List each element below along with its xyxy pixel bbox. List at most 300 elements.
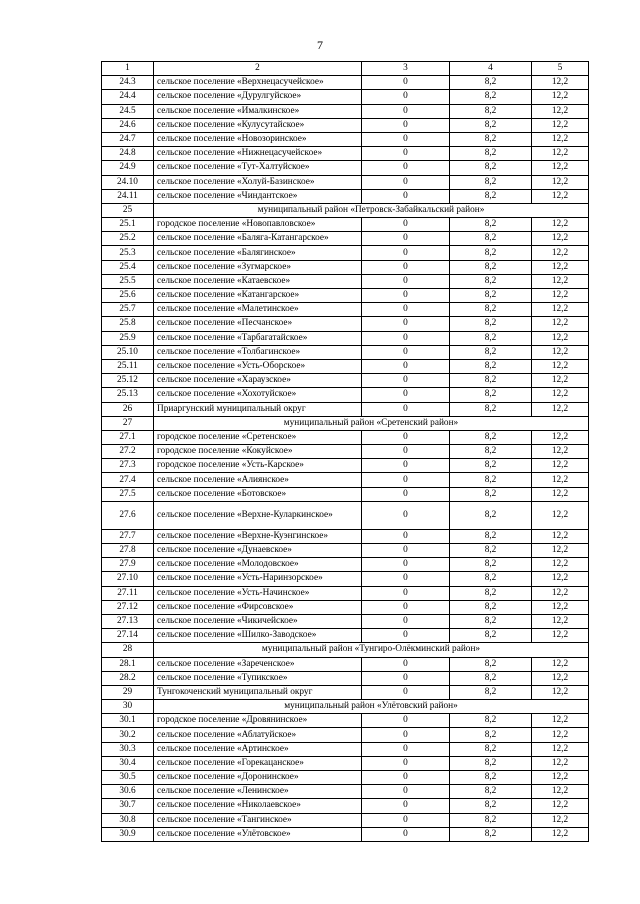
value-col3: 0 bbox=[362, 586, 450, 600]
table-row bbox=[102, 657, 589, 671]
value-col4: 8,2 bbox=[450, 374, 532, 388]
table-row bbox=[102, 714, 589, 728]
row-number: 24.9 bbox=[102, 161, 154, 175]
row-number: 25.10 bbox=[102, 345, 154, 359]
table-row bbox=[102, 771, 589, 785]
header-row bbox=[102, 62, 589, 76]
section-title: муниципальный район «Сретенский район» bbox=[154, 416, 589, 430]
value-col5: 12,2 bbox=[532, 331, 589, 345]
row-number: 30.8 bbox=[102, 813, 154, 827]
value-col5: 12,2 bbox=[532, 303, 589, 317]
value-col3: 0 bbox=[362, 388, 450, 402]
value-col5: 12,2 bbox=[532, 714, 589, 728]
value-col4: 8,2 bbox=[450, 175, 532, 189]
table-row bbox=[102, 827, 589, 841]
settlement-name: сельское поселение «Николаевское» bbox=[154, 799, 362, 813]
value-col3: 0 bbox=[362, 459, 450, 473]
row-number: 30.1 bbox=[102, 714, 154, 728]
settlement-name: сельское поселение «Молодовское» bbox=[154, 558, 362, 572]
settlement-name: сельское поселение «Новозоринское» bbox=[154, 132, 362, 146]
value-col4: 8,2 bbox=[450, 430, 532, 444]
header-cell-2: 2 bbox=[154, 62, 362, 76]
value-col4: 8,2 bbox=[450, 189, 532, 203]
value-col5: 12,2 bbox=[532, 572, 589, 586]
value-col3: 0 bbox=[362, 118, 450, 132]
row-number: 25.12 bbox=[102, 374, 154, 388]
table-row bbox=[102, 614, 589, 628]
row-number: 30.9 bbox=[102, 827, 154, 841]
value-col5: 12,2 bbox=[532, 132, 589, 146]
settlement-name: сельское поселение «Песчанское» bbox=[154, 317, 362, 331]
settlement-name: сельское поселение «Верхне-Куэнгинское» bbox=[154, 529, 362, 543]
value-col5: 12,2 bbox=[532, 629, 589, 643]
value-col5: 12,2 bbox=[532, 785, 589, 799]
value-col4: 8,2 bbox=[450, 274, 532, 288]
table-row bbox=[102, 246, 589, 260]
table-row bbox=[102, 118, 589, 132]
header-cell-1: 1 bbox=[102, 62, 154, 76]
value-col4: 8,2 bbox=[450, 218, 532, 232]
settlement-name: сельское поселение «Катаевское» bbox=[154, 274, 362, 288]
row-number: 27.12 bbox=[102, 600, 154, 614]
row-number: 30.6 bbox=[102, 785, 154, 799]
value-col3: 0 bbox=[362, 756, 450, 770]
table-row bbox=[102, 756, 589, 770]
value-col5: 12,2 bbox=[532, 487, 589, 501]
value-col5: 12,2 bbox=[532, 445, 589, 459]
settlement-name: сельское поселение «Верхне-Куларкинское» bbox=[154, 501, 362, 529]
value-col5: 12,2 bbox=[532, 771, 589, 785]
value-col4: 8,2 bbox=[450, 317, 532, 331]
row-number: 30.2 bbox=[102, 728, 154, 742]
value-col3: 0 bbox=[362, 147, 450, 161]
value-col3: 0 bbox=[362, 487, 450, 501]
row-number: 27 bbox=[102, 416, 154, 430]
row-number: 28 bbox=[102, 643, 154, 657]
value-col5: 12,2 bbox=[532, 289, 589, 303]
settlement-name: сельское поселение «Хараузское» bbox=[154, 374, 362, 388]
section-row bbox=[102, 203, 589, 217]
value-col4: 8,2 bbox=[450, 614, 532, 628]
value-col5: 12,2 bbox=[532, 345, 589, 359]
settlement-name: Приаргунский муниципальный округ bbox=[154, 402, 362, 416]
row-number: 25.7 bbox=[102, 303, 154, 317]
row-number: 27.8 bbox=[102, 544, 154, 558]
value-col5: 12,2 bbox=[532, 388, 589, 402]
value-col3: 0 bbox=[362, 218, 450, 232]
settlement-name: городское поселение «Кокуйское» bbox=[154, 445, 362, 459]
settlement-name: сельское поселение «Кулусутайское» bbox=[154, 118, 362, 132]
row-number: 25 bbox=[102, 203, 154, 217]
table-row bbox=[102, 473, 589, 487]
row-number: 27.6 bbox=[102, 501, 154, 529]
value-col4: 8,2 bbox=[450, 600, 532, 614]
value-col3: 0 bbox=[362, 728, 450, 742]
value-col4: 8,2 bbox=[450, 728, 532, 742]
table-row bbox=[102, 558, 589, 572]
settlement-name: сельское поселение «Усть-Оборское» bbox=[154, 359, 362, 373]
value-col3: 0 bbox=[362, 827, 450, 841]
value-col3: 0 bbox=[362, 799, 450, 813]
value-col3: 0 bbox=[362, 785, 450, 799]
value-col4: 8,2 bbox=[450, 827, 532, 841]
row-number: 25.13 bbox=[102, 388, 154, 402]
value-col5: 12,2 bbox=[532, 430, 589, 444]
value-col3: 0 bbox=[362, 629, 450, 643]
value-col4: 8,2 bbox=[450, 629, 532, 643]
value-col4: 8,2 bbox=[450, 90, 532, 104]
value-col5: 12,2 bbox=[532, 232, 589, 246]
value-col4: 8,2 bbox=[450, 671, 532, 685]
table-row bbox=[102, 76, 589, 90]
row-number: 27.4 bbox=[102, 473, 154, 487]
value-col4: 8,2 bbox=[450, 558, 532, 572]
table-row bbox=[102, 445, 589, 459]
value-col3: 0 bbox=[362, 104, 450, 118]
section-row bbox=[102, 416, 589, 430]
settlement-name: сельское поселение «Хохотуйское» bbox=[154, 388, 362, 402]
value-col5: 12,2 bbox=[532, 459, 589, 473]
value-col5: 12,2 bbox=[532, 799, 589, 813]
settlement-name: сельское поселение «Ботовское» bbox=[154, 487, 362, 501]
table-row bbox=[102, 175, 589, 189]
value-col5: 12,2 bbox=[532, 756, 589, 770]
settlement-name: сельское поселение «Ленинское» bbox=[154, 785, 362, 799]
table-row bbox=[102, 317, 589, 331]
value-col3: 0 bbox=[362, 714, 450, 728]
row-number: 24.4 bbox=[102, 90, 154, 104]
row-number: 27.9 bbox=[102, 558, 154, 572]
value-col3: 0 bbox=[362, 90, 450, 104]
value-col3: 0 bbox=[362, 473, 450, 487]
row-number: 27.7 bbox=[102, 529, 154, 543]
settlement-name: сельское поселение «Доронинское» bbox=[154, 771, 362, 785]
value-col4: 8,2 bbox=[450, 359, 532, 373]
value-col3: 0 bbox=[362, 614, 450, 628]
value-col5: 12,2 bbox=[532, 104, 589, 118]
table-row bbox=[102, 374, 589, 388]
table-row bbox=[102, 685, 589, 699]
value-col5: 12,2 bbox=[532, 260, 589, 274]
value-col4: 8,2 bbox=[450, 246, 532, 260]
value-col5: 12,2 bbox=[532, 813, 589, 827]
value-col5: 12,2 bbox=[532, 614, 589, 628]
value-col5: 12,2 bbox=[532, 657, 589, 671]
value-col4: 8,2 bbox=[450, 331, 532, 345]
value-col5: 12,2 bbox=[532, 374, 589, 388]
table-row bbox=[102, 289, 589, 303]
settlement-name: сельское поселение «Баляга-Катангарское» bbox=[154, 232, 362, 246]
settlement-name: городское поселение «Дровянинское» bbox=[154, 714, 362, 728]
value-col5: 12,2 bbox=[532, 728, 589, 742]
value-col4: 8,2 bbox=[450, 473, 532, 487]
value-col3: 0 bbox=[362, 544, 450, 558]
value-col3: 0 bbox=[362, 359, 450, 373]
value-col4: 8,2 bbox=[450, 147, 532, 161]
settlement-name: сельское поселение «Алиянское» bbox=[154, 473, 362, 487]
value-col3: 0 bbox=[362, 657, 450, 671]
table-row bbox=[102, 331, 589, 345]
value-col5: 12,2 bbox=[532, 544, 589, 558]
value-col3: 0 bbox=[362, 260, 450, 274]
row-number: 29 bbox=[102, 685, 154, 699]
row-number: 24.10 bbox=[102, 175, 154, 189]
value-col3: 0 bbox=[362, 402, 450, 416]
value-col3: 0 bbox=[362, 76, 450, 90]
row-number: 25.4 bbox=[102, 260, 154, 274]
settlement-name: городское поселение «Новопавловское» bbox=[154, 218, 362, 232]
value-col4: 8,2 bbox=[450, 501, 532, 529]
section-row bbox=[102, 700, 589, 714]
table-row bbox=[102, 359, 589, 373]
table-row bbox=[102, 260, 589, 274]
table-row bbox=[102, 90, 589, 104]
table-row bbox=[102, 161, 589, 175]
section-title: муниципальный район «Петровск-Забайкальский район» bbox=[154, 203, 589, 217]
row-number: 30 bbox=[102, 700, 154, 714]
value-col5: 12,2 bbox=[532, 685, 589, 699]
settlement-name: сельское поселение «Ималкинское» bbox=[154, 104, 362, 118]
value-col3: 0 bbox=[362, 374, 450, 388]
value-col3: 0 bbox=[362, 813, 450, 827]
value-col4: 8,2 bbox=[450, 544, 532, 558]
value-col4: 8,2 bbox=[450, 345, 532, 359]
settlement-name: сельское поселение «Артинское» bbox=[154, 742, 362, 756]
value-col3: 0 bbox=[362, 685, 450, 699]
value-col3: 0 bbox=[362, 671, 450, 685]
row-number: 25.5 bbox=[102, 274, 154, 288]
row-number: 30.4 bbox=[102, 756, 154, 770]
value-col4: 8,2 bbox=[450, 303, 532, 317]
value-col5: 12,2 bbox=[532, 161, 589, 175]
table-row bbox=[102, 785, 589, 799]
row-number: 24.3 bbox=[102, 76, 154, 90]
value-col5: 12,2 bbox=[532, 671, 589, 685]
settlement-name: сельское поселение «Тут-Халтуйское» bbox=[154, 161, 362, 175]
value-col4: 8,2 bbox=[450, 657, 532, 671]
value-col5: 12,2 bbox=[532, 76, 589, 90]
table-row bbox=[102, 430, 589, 444]
settlement-name: сельское поселение «Зареченское» bbox=[154, 657, 362, 671]
value-col3: 0 bbox=[362, 445, 450, 459]
section-title: муниципальный район «Улётовский район» bbox=[154, 700, 589, 714]
value-col5: 12,2 bbox=[532, 90, 589, 104]
value-col5: 12,2 bbox=[532, 586, 589, 600]
value-col4: 8,2 bbox=[450, 529, 532, 543]
row-number: 27.11 bbox=[102, 586, 154, 600]
value-col5: 12,2 bbox=[532, 359, 589, 373]
value-col5: 12,2 bbox=[532, 473, 589, 487]
data-table bbox=[101, 61, 589, 842]
row-number: 27.13 bbox=[102, 614, 154, 628]
value-col4: 8,2 bbox=[450, 685, 532, 699]
row-number: 27.1 bbox=[102, 430, 154, 444]
table-row bbox=[102, 799, 589, 813]
settlement-name: сельское поселение «Тангинское» bbox=[154, 813, 362, 827]
settlement-name: сельское поселение «Чиндантское» bbox=[154, 189, 362, 203]
table-row bbox=[102, 189, 589, 203]
row-number: 28.2 bbox=[102, 671, 154, 685]
table-row bbox=[102, 572, 589, 586]
value-col4: 8,2 bbox=[450, 402, 532, 416]
table-row bbox=[102, 742, 589, 756]
value-col3: 0 bbox=[362, 175, 450, 189]
value-col4: 8,2 bbox=[450, 756, 532, 770]
value-col5: 12,2 bbox=[532, 501, 589, 529]
settlement-name: сельское поселение «Улётовское» bbox=[154, 827, 362, 841]
value-col3: 0 bbox=[362, 246, 450, 260]
value-col5: 12,2 bbox=[532, 317, 589, 331]
value-col4: 8,2 bbox=[450, 76, 532, 90]
value-col4: 8,2 bbox=[450, 785, 532, 799]
value-col5: 12,2 bbox=[532, 175, 589, 189]
value-col4: 8,2 bbox=[450, 232, 532, 246]
table-row bbox=[102, 813, 589, 827]
settlement-name: сельское поселение «Дунаевское» bbox=[154, 544, 362, 558]
row-number: 27.14 bbox=[102, 629, 154, 643]
table-row bbox=[102, 728, 589, 742]
value-col3: 0 bbox=[362, 558, 450, 572]
settlement-name: сельское поселение «Нижнецасучейское» bbox=[154, 147, 362, 161]
settlement-name: сельское поселение «Усть-Начинское» bbox=[154, 586, 362, 600]
settlement-name: Тунгокоченский муниципальный округ bbox=[154, 685, 362, 699]
value-col5: 12,2 bbox=[532, 742, 589, 756]
settlement-name: сельское поселение «Шилко-Заводское» bbox=[154, 629, 362, 643]
row-number: 27.5 bbox=[102, 487, 154, 501]
value-col4: 8,2 bbox=[450, 771, 532, 785]
row-number: 27.3 bbox=[102, 459, 154, 473]
value-col3: 0 bbox=[362, 600, 450, 614]
value-col3: 0 bbox=[362, 289, 450, 303]
table-row bbox=[102, 218, 589, 232]
value-col5: 12,2 bbox=[532, 827, 589, 841]
value-col3: 0 bbox=[362, 501, 450, 529]
settlement-name: сельское поселение «Аблатуйское» bbox=[154, 728, 362, 742]
value-col4: 8,2 bbox=[450, 260, 532, 274]
row-number: 27.10 bbox=[102, 572, 154, 586]
value-col4: 8,2 bbox=[450, 813, 532, 827]
settlement-name: сельское поселение «Дурулгуйское» bbox=[154, 90, 362, 104]
row-number: 24.6 bbox=[102, 118, 154, 132]
settlement-name: сельское поселение «Толбагинское» bbox=[154, 345, 362, 359]
value-col3: 0 bbox=[362, 161, 450, 175]
settlement-name: сельское поселение «Усть-Наринзорское» bbox=[154, 572, 362, 586]
value-col4: 8,2 bbox=[450, 388, 532, 402]
value-col5: 12,2 bbox=[532, 558, 589, 572]
value-col5: 12,2 bbox=[532, 274, 589, 288]
row-number: 30.3 bbox=[102, 742, 154, 756]
settlement-name: сельское поселение «Холуй-Базинское» bbox=[154, 175, 362, 189]
value-col4: 8,2 bbox=[450, 742, 532, 756]
settlement-name: сельское поселение «Тарбагатайское» bbox=[154, 331, 362, 345]
value-col4: 8,2 bbox=[450, 487, 532, 501]
header-cell-5: 5 bbox=[532, 62, 589, 76]
table-row bbox=[102, 501, 589, 529]
value-col4: 8,2 bbox=[450, 459, 532, 473]
table-row bbox=[102, 459, 589, 473]
settlement-name: сельское поселение «Балягинское» bbox=[154, 246, 362, 260]
header-cell-3: 3 bbox=[362, 62, 450, 76]
row-number: 24.5 bbox=[102, 104, 154, 118]
value-col3: 0 bbox=[362, 430, 450, 444]
row-number: 26 bbox=[102, 402, 154, 416]
table-row bbox=[102, 629, 589, 643]
table-row bbox=[102, 303, 589, 317]
settlement-name: городское поселение «Усть-Карское» bbox=[154, 459, 362, 473]
table-body bbox=[102, 62, 589, 842]
row-number: 25.8 bbox=[102, 317, 154, 331]
row-number: 30.7 bbox=[102, 799, 154, 813]
row-number: 28.1 bbox=[102, 657, 154, 671]
row-number: 25.9 bbox=[102, 331, 154, 345]
value-col4: 8,2 bbox=[450, 586, 532, 600]
row-number: 25.11 bbox=[102, 359, 154, 373]
value-col4: 8,2 bbox=[450, 445, 532, 459]
row-number: 30.5 bbox=[102, 771, 154, 785]
section-row bbox=[102, 643, 589, 657]
value-col5: 12,2 bbox=[532, 118, 589, 132]
table-row bbox=[102, 388, 589, 402]
table-row bbox=[102, 132, 589, 146]
settlement-name: сельское поселение «Чикичейское» bbox=[154, 614, 362, 628]
table-row bbox=[102, 529, 589, 543]
row-number: 25.1 bbox=[102, 218, 154, 232]
settlement-name: городское поселение «Сретенское» bbox=[154, 430, 362, 444]
value-col3: 0 bbox=[362, 303, 450, 317]
value-col5: 12,2 bbox=[532, 529, 589, 543]
settlement-name: сельское поселение «Катангарское» bbox=[154, 289, 362, 303]
value-col4: 8,2 bbox=[450, 104, 532, 118]
value-col3: 0 bbox=[362, 529, 450, 543]
value-col4: 8,2 bbox=[450, 132, 532, 146]
value-col4: 8,2 bbox=[450, 161, 532, 175]
settlement-name: сельское поселение «Малетинское» bbox=[154, 303, 362, 317]
value-col4: 8,2 bbox=[450, 572, 532, 586]
value-col5: 12,2 bbox=[532, 402, 589, 416]
table-row bbox=[102, 345, 589, 359]
table-row bbox=[102, 600, 589, 614]
value-col3: 0 bbox=[362, 572, 450, 586]
value-col5: 12,2 bbox=[532, 246, 589, 260]
settlement-name: сельское поселение «Зугмарское» bbox=[154, 260, 362, 274]
table-row bbox=[102, 671, 589, 685]
row-number: 27.2 bbox=[102, 445, 154, 459]
settlement-name: сельское поселение «Фирсовское» bbox=[154, 600, 362, 614]
table-row bbox=[102, 147, 589, 161]
value-col5: 12,2 bbox=[532, 147, 589, 161]
page-number: 7 bbox=[317, 38, 323, 52]
row-number: 24.8 bbox=[102, 147, 154, 161]
table-row bbox=[102, 104, 589, 118]
value-col3: 0 bbox=[362, 274, 450, 288]
value-col5: 12,2 bbox=[532, 600, 589, 614]
table-row bbox=[102, 544, 589, 558]
table-row bbox=[102, 274, 589, 288]
table-row bbox=[102, 402, 589, 416]
value-col3: 0 bbox=[362, 132, 450, 146]
value-col3: 0 bbox=[362, 345, 450, 359]
header-cell-4: 4 bbox=[450, 62, 532, 76]
value-col5: 12,2 bbox=[532, 218, 589, 232]
settlement-name: сельское поселение «Тупикское» bbox=[154, 671, 362, 685]
value-col3: 0 bbox=[362, 771, 450, 785]
settlement-name: сельское поселение «Горекацанское» bbox=[154, 756, 362, 770]
value-col3: 0 bbox=[362, 232, 450, 246]
value-col3: 0 bbox=[362, 189, 450, 203]
row-number: 24.7 bbox=[102, 132, 154, 146]
value-col4: 8,2 bbox=[450, 714, 532, 728]
row-number: 24.11 bbox=[102, 189, 154, 203]
